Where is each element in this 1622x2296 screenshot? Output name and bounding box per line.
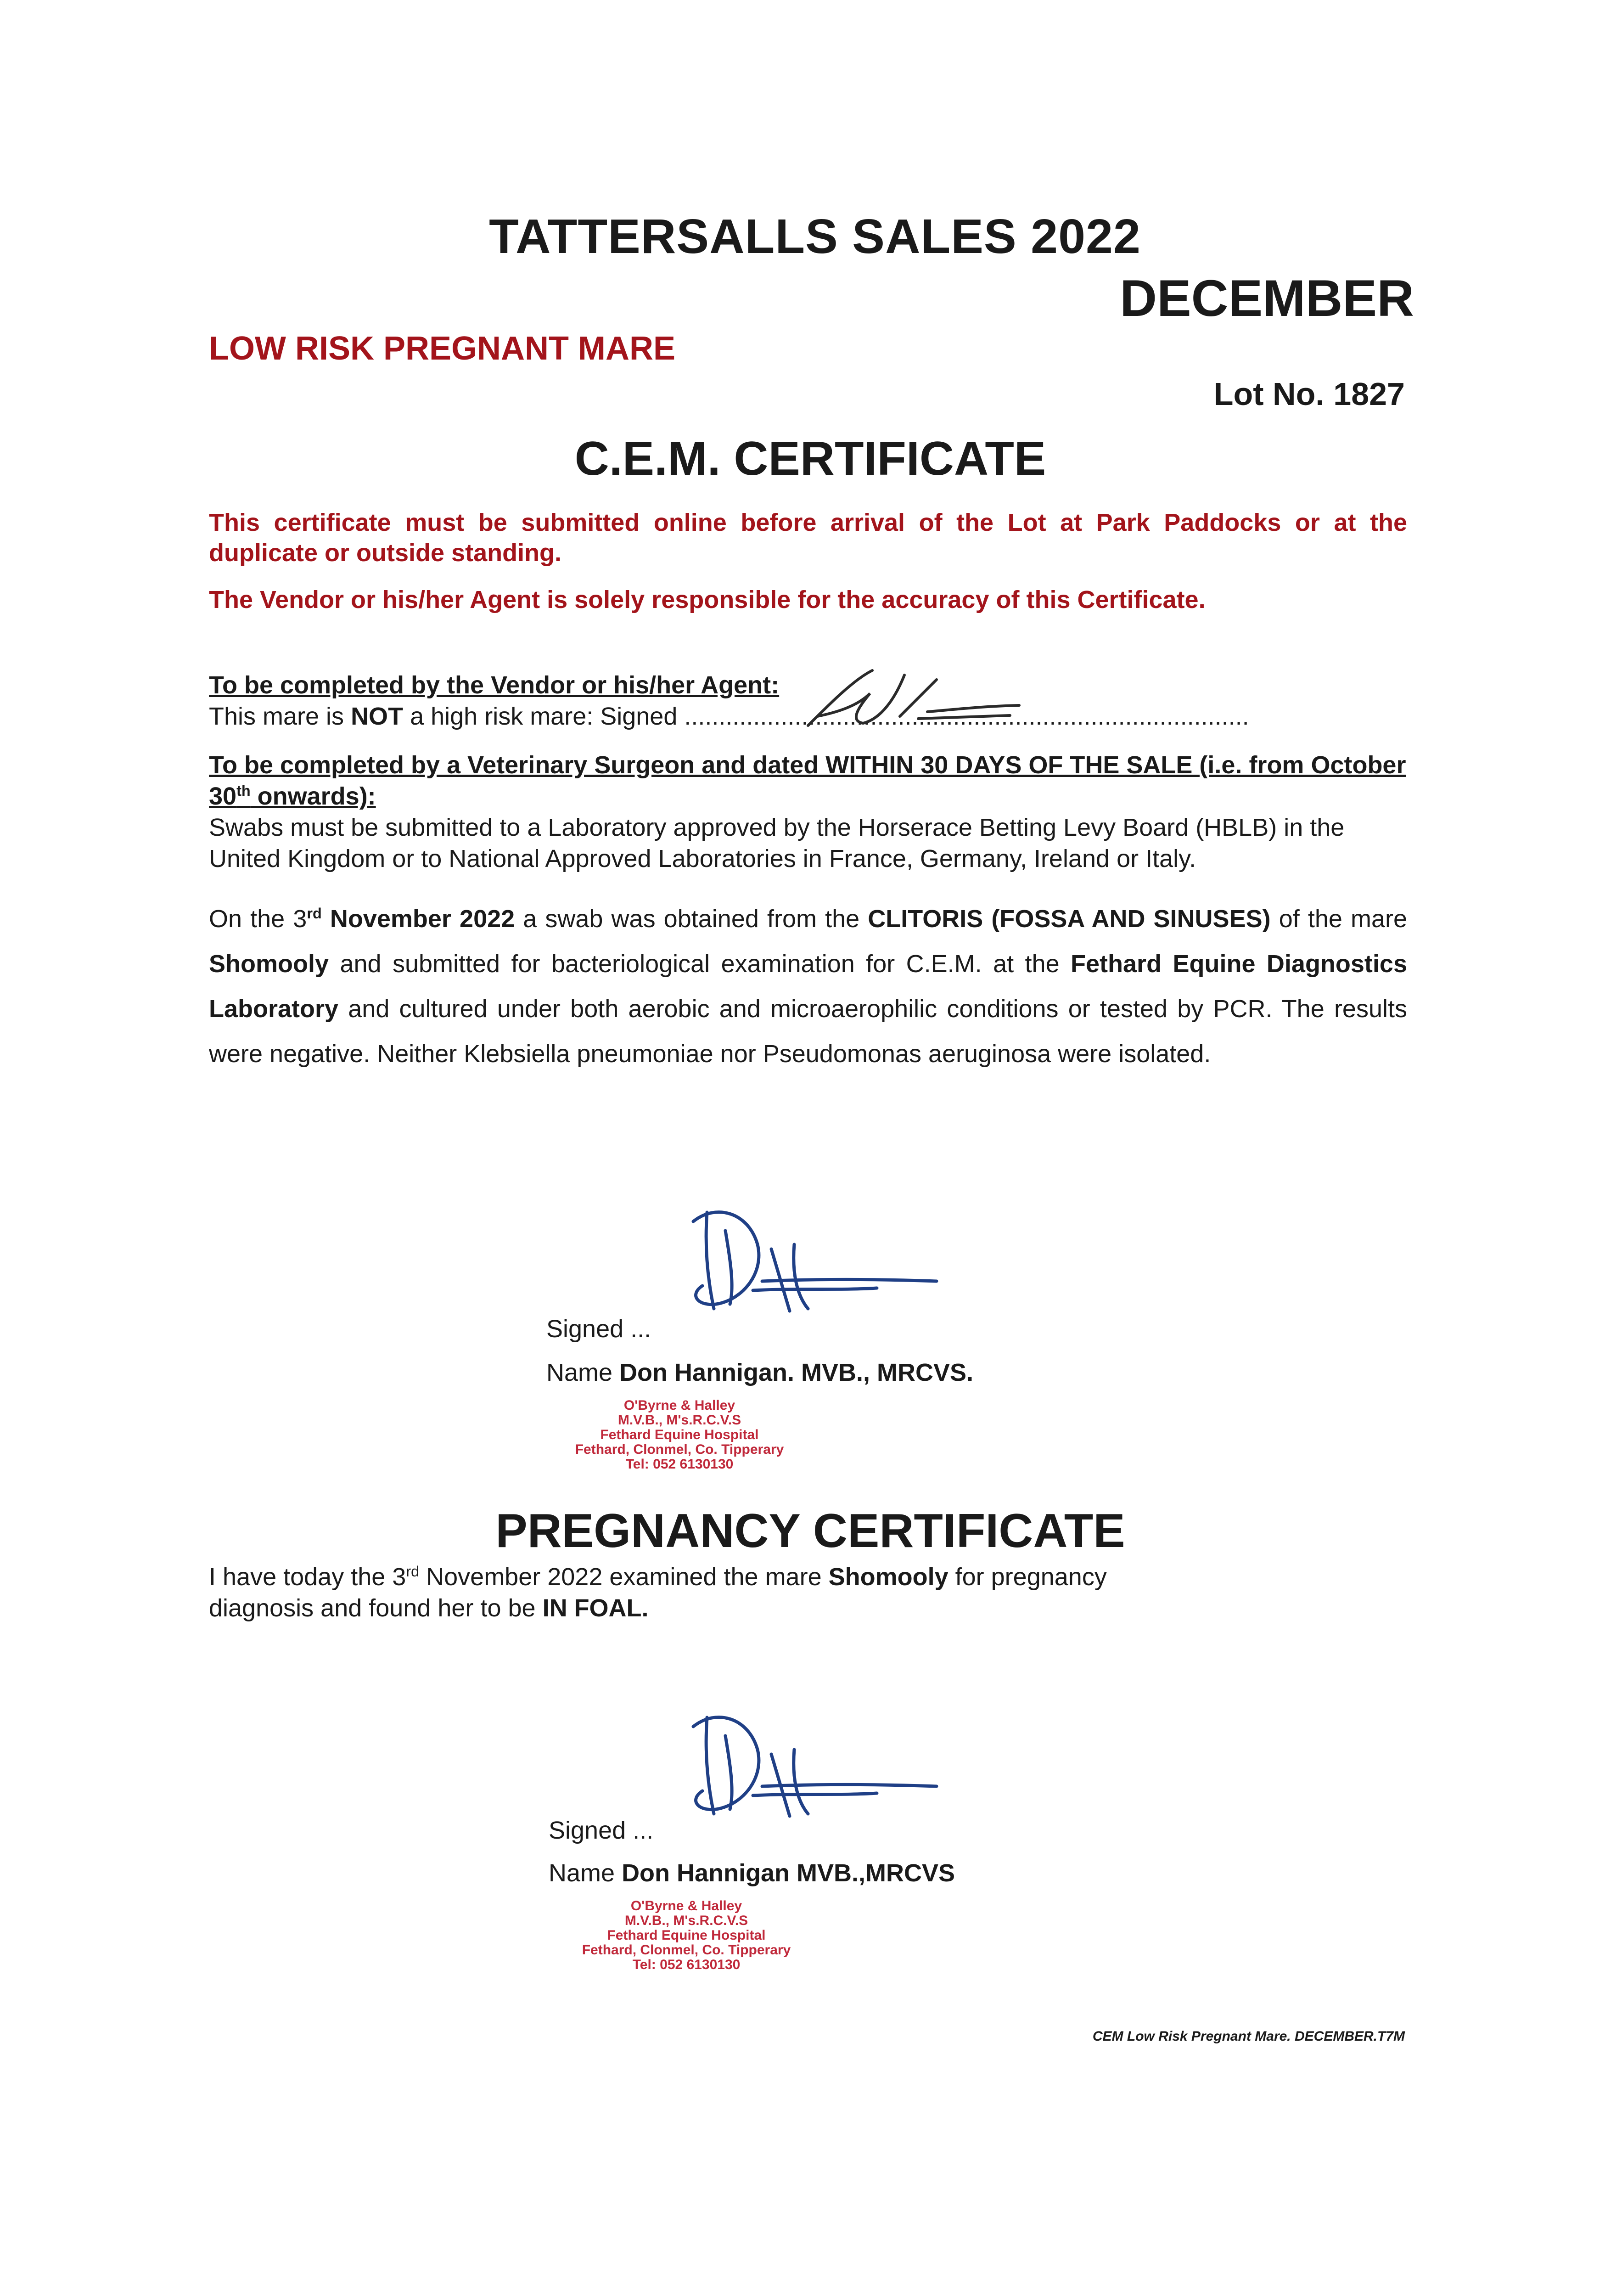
laboratory-name: Fethard Equine Diagnostics Laboratory <box>209 950 1407 1023</box>
pregnancy-statement: I have today the 3rd November 2022 examined the mare Shomooly for pregnancy diagnosis and found her to be IN FOAL. <box>209 1563 1107 1622</box>
not-emphasis: NOT <box>351 703 404 730</box>
sale-month: DECEMBER <box>1120 270 1414 327</box>
vet-heading: To be completed by a Veterinary Surgeon and dated WITHIN 30 DAYS OF THE SALE (i.e. from October 30th onwards): <box>209 751 1406 810</box>
hospital-stamp-1: O'Byrne & Halley M.V.B., M's.R.C.V.S Fethard Equine Hospital Fethard, Clonmel, Co. Tipperary Tel: 052 6130130 <box>575 1398 784 1472</box>
pregnancy-result: IN FOAL. <box>542 1594 649 1622</box>
lot-number <box>1148 376 1405 412</box>
responsibility-notice: The Vendor or his/her Agent is solely responsible for the accuracy of this Certificate. <box>209 586 1206 613</box>
hospital-stamp-2: O'Byrne & Halley M.V.B., M's.R.C.V.S Fethard Equine Hospital Fethard, Clonmel, Co. Tipperary Tel: 052 6130130 <box>582 1898 791 1972</box>
vet-signature-pregnancy <box>679 1699 1001 1837</box>
swabs-instruction: Swabs must be submitted to a Laboratory approved by the Horserace Betting Levy Board (HBLB) in the United Kingdom or to National Approved Laboratories in France, Germany, Ireland or Italy. <box>209 814 1345 872</box>
footer-code: CEM Low Risk Pregnant Mare. DECEMBER.T7M <box>1092 2029 1405 2044</box>
vet-section <box>209 749 1407 874</box>
vet-signature-cem <box>679 1194 1001 1332</box>
vendor-heading: To be completed by the Vendor or his/her Agent: <box>209 671 780 699</box>
cem-result-paragraph: On the 3rd November 2022 a swab was obtained from the CLITORIS (FOSSA AND SINUSES) of the mare Shomooly and submitted for bacteriological examination for C.E.M. at the Fethard Equine Diagnostics Laboratory and cultured under both aerobic and microaerophilic conditions or tested by PCR. The results were negative. Neither Klebsiella pneumoniae nor Pseudomonas aeruginosa were isolated. <box>209 905 1408 1068</box>
swab-site: CLITORIS (FOSSA AND SINUSES) <box>868 905 1271 933</box>
lot-label: Lot No. <box>1213 376 1325 412</box>
submission-notice: This certificate must be submitted online before arrival of the Lot at Park Paddocks or at the duplicate or outside standing. <box>209 509 1407 567</box>
cem-vet-name: Name Don Hannigan. MVB., MRCVS. <box>546 1359 974 1386</box>
swab-date: November 2022 <box>321 905 515 933</box>
pregnancy-certificate-title: PREGNANCY CERTIFICATE <box>495 1504 1125 1558</box>
vendor-signature <box>790 661 1111 735</box>
pregnancy-signed-label: Signed ... <box>549 1817 654 1844</box>
mare-category: LOW RISK PREGNANT MARE <box>209 330 675 367</box>
lot-value: 1827 <box>1333 376 1405 412</box>
vendor-declaration: This mare is NOT a high risk mare: Signed .................................................................................. <box>209 703 1249 730</box>
cem-certificate-title: C.E.M. CERTIFICATE <box>574 432 1046 485</box>
mare-name: Shomooly <box>209 950 329 978</box>
pregnancy-mare-name: Shomooly <box>828 1563 949 1591</box>
cem-signed-label: Signed ... <box>546 1315 651 1343</box>
pregnancy-vet-name: Name Don Hannigan MVB.,MRCVS <box>549 1859 955 1887</box>
signature-dots: .................................................................................. <box>684 703 1249 730</box>
document-title: TATTERSALLS SALES 2022 <box>489 209 1141 264</box>
